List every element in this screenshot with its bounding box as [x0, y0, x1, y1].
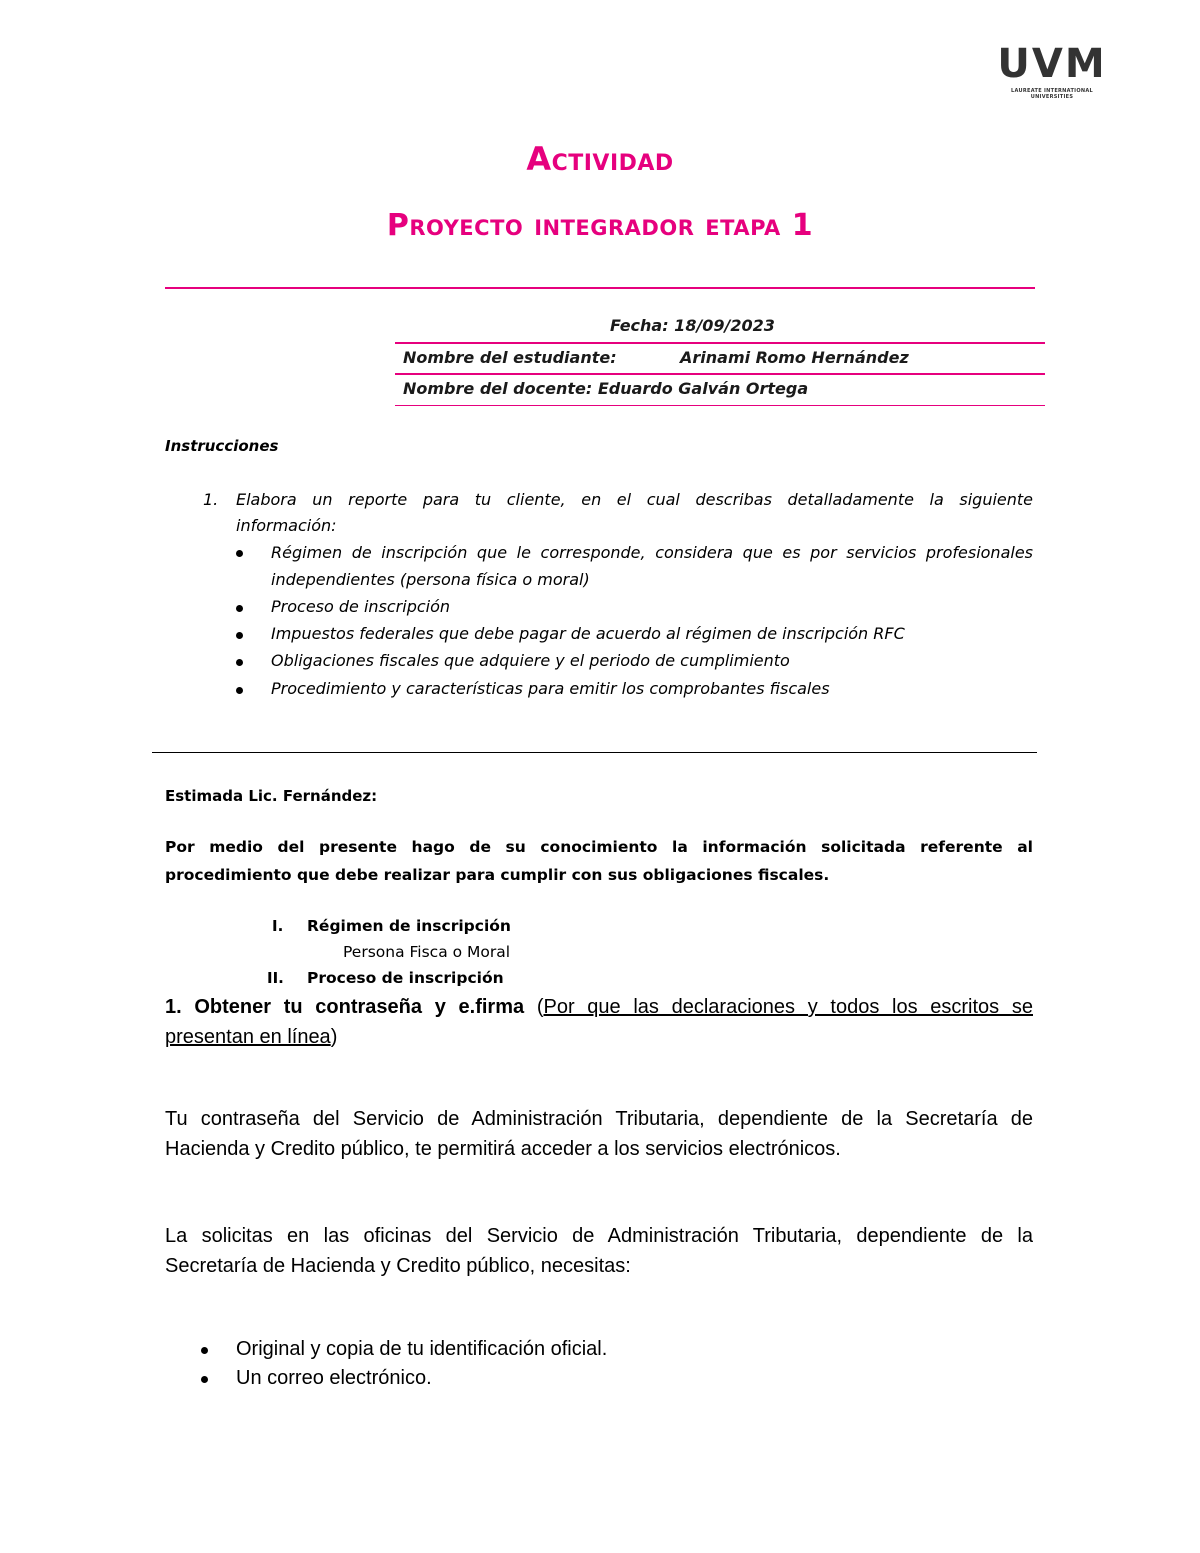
title-divider [165, 287, 1035, 289]
bullet-icon [236, 632, 243, 639]
paragraph-line: Secretaría de Hacienda y Credito público, necesitas: [165, 1255, 631, 1277]
date-field: Fecha: 18/09/2023 [610, 316, 775, 335]
instruction-bullet: Impuestos federales que debe pagar de acuerdo al régimen de inscripción RFC [271, 624, 905, 643]
bullet-icon [236, 659, 243, 666]
logo-tagline: LAUREATE INTERNATIONAL UNIVERSITIES [1010, 88, 1094, 100]
instruction-bullet: Régimen de inscripción que le corresponde, considera que es por servicios profesionales [271, 543, 1033, 562]
page-subtitle: Proyecto integrador etapa 1 [386, 208, 814, 243]
student-name: Arinami Romo Hernández [680, 348, 909, 367]
info-divider [395, 405, 1045, 406]
student-label: Nombre del estudiante: [403, 348, 617, 367]
info-divider [395, 342, 1045, 344]
bullet-icon [236, 687, 243, 694]
info-divider [395, 373, 1045, 375]
instruction-bullet: independientes (persona física o moral) [271, 570, 590, 589]
instruction-number: 1. [203, 490, 219, 509]
section-divider [152, 752, 1037, 753]
letter-intro: Por medio del presente hago de su conocimiento la información solicitada referente al [165, 838, 1033, 856]
paragraph [165, 1104, 1033, 1164]
bullet-icon [201, 1347, 208, 1354]
instruction-bullet: Procedimiento y características para emitir los comprobantes fiscales [271, 679, 830, 698]
section-title: Régimen de inscripción [307, 917, 511, 935]
instruction-bullet: Proceso de inscripción [271, 597, 451, 616]
paren-close: ) [330, 1026, 338, 1048]
requirement-item: Un correo electrónico. [236, 1367, 432, 1389]
bullet-icon [236, 605, 243, 612]
bullet-icon [236, 550, 243, 557]
section-number: II. [267, 969, 284, 987]
page-title: Actividad [526, 140, 674, 178]
step-title: 1. Obtener tu contraseña y e.firma [165, 996, 525, 1018]
instruction-text: Elabora un reporte para tu cliente, en el cual describas detalladamente la siguiente [236, 490, 1033, 509]
logo-name: UVM [997, 41, 1107, 87]
letter-intro: procedimiento que debe realizar para cumplir con sus obligaciones fiscales. [165, 866, 830, 884]
section-body: Persona Fisca o Moral [343, 943, 511, 961]
instruction-text: información: [236, 516, 337, 535]
letter-greeting: Estimada Lic. Fernández: [165, 787, 378, 805]
paragraph-line: Tu contraseña del Servicio de Administración Tributaria, dependiente de la Secretaría de [165, 1108, 1033, 1130]
section-number: I. [272, 917, 284, 935]
step-note: Por que las declaraciones y todos los escritos se [543, 996, 1033, 1018]
instruction-bullet: Obligaciones fiscales que adquiere y el periodo de cumplimiento [271, 651, 790, 670]
paren-open: ( [536, 996, 544, 1018]
paragraph-line: La solicitas en las oficinas del Servicio de Administración Tributaria, dependiente de la [165, 1225, 1033, 1247]
instructions-heading: Instrucciones [165, 437, 279, 455]
uvm-logo [990, 41, 1114, 100]
step-heading [165, 992, 1033, 1052]
section-title: Proceso de inscripción [307, 969, 504, 987]
step-note: presentan en línea [165, 1026, 331, 1048]
paragraph-line: Hacienda y Credito público, te permitirá acceder a los servicios electrónicos. [165, 1138, 841, 1160]
teacher-field: Nombre del docente: Eduardo Galván Ortega [403, 379, 809, 398]
requirement-item: Original y copia de tu identificación oficial. [236, 1338, 608, 1360]
paragraph [165, 1221, 1033, 1281]
bullet-icon [201, 1376, 208, 1383]
